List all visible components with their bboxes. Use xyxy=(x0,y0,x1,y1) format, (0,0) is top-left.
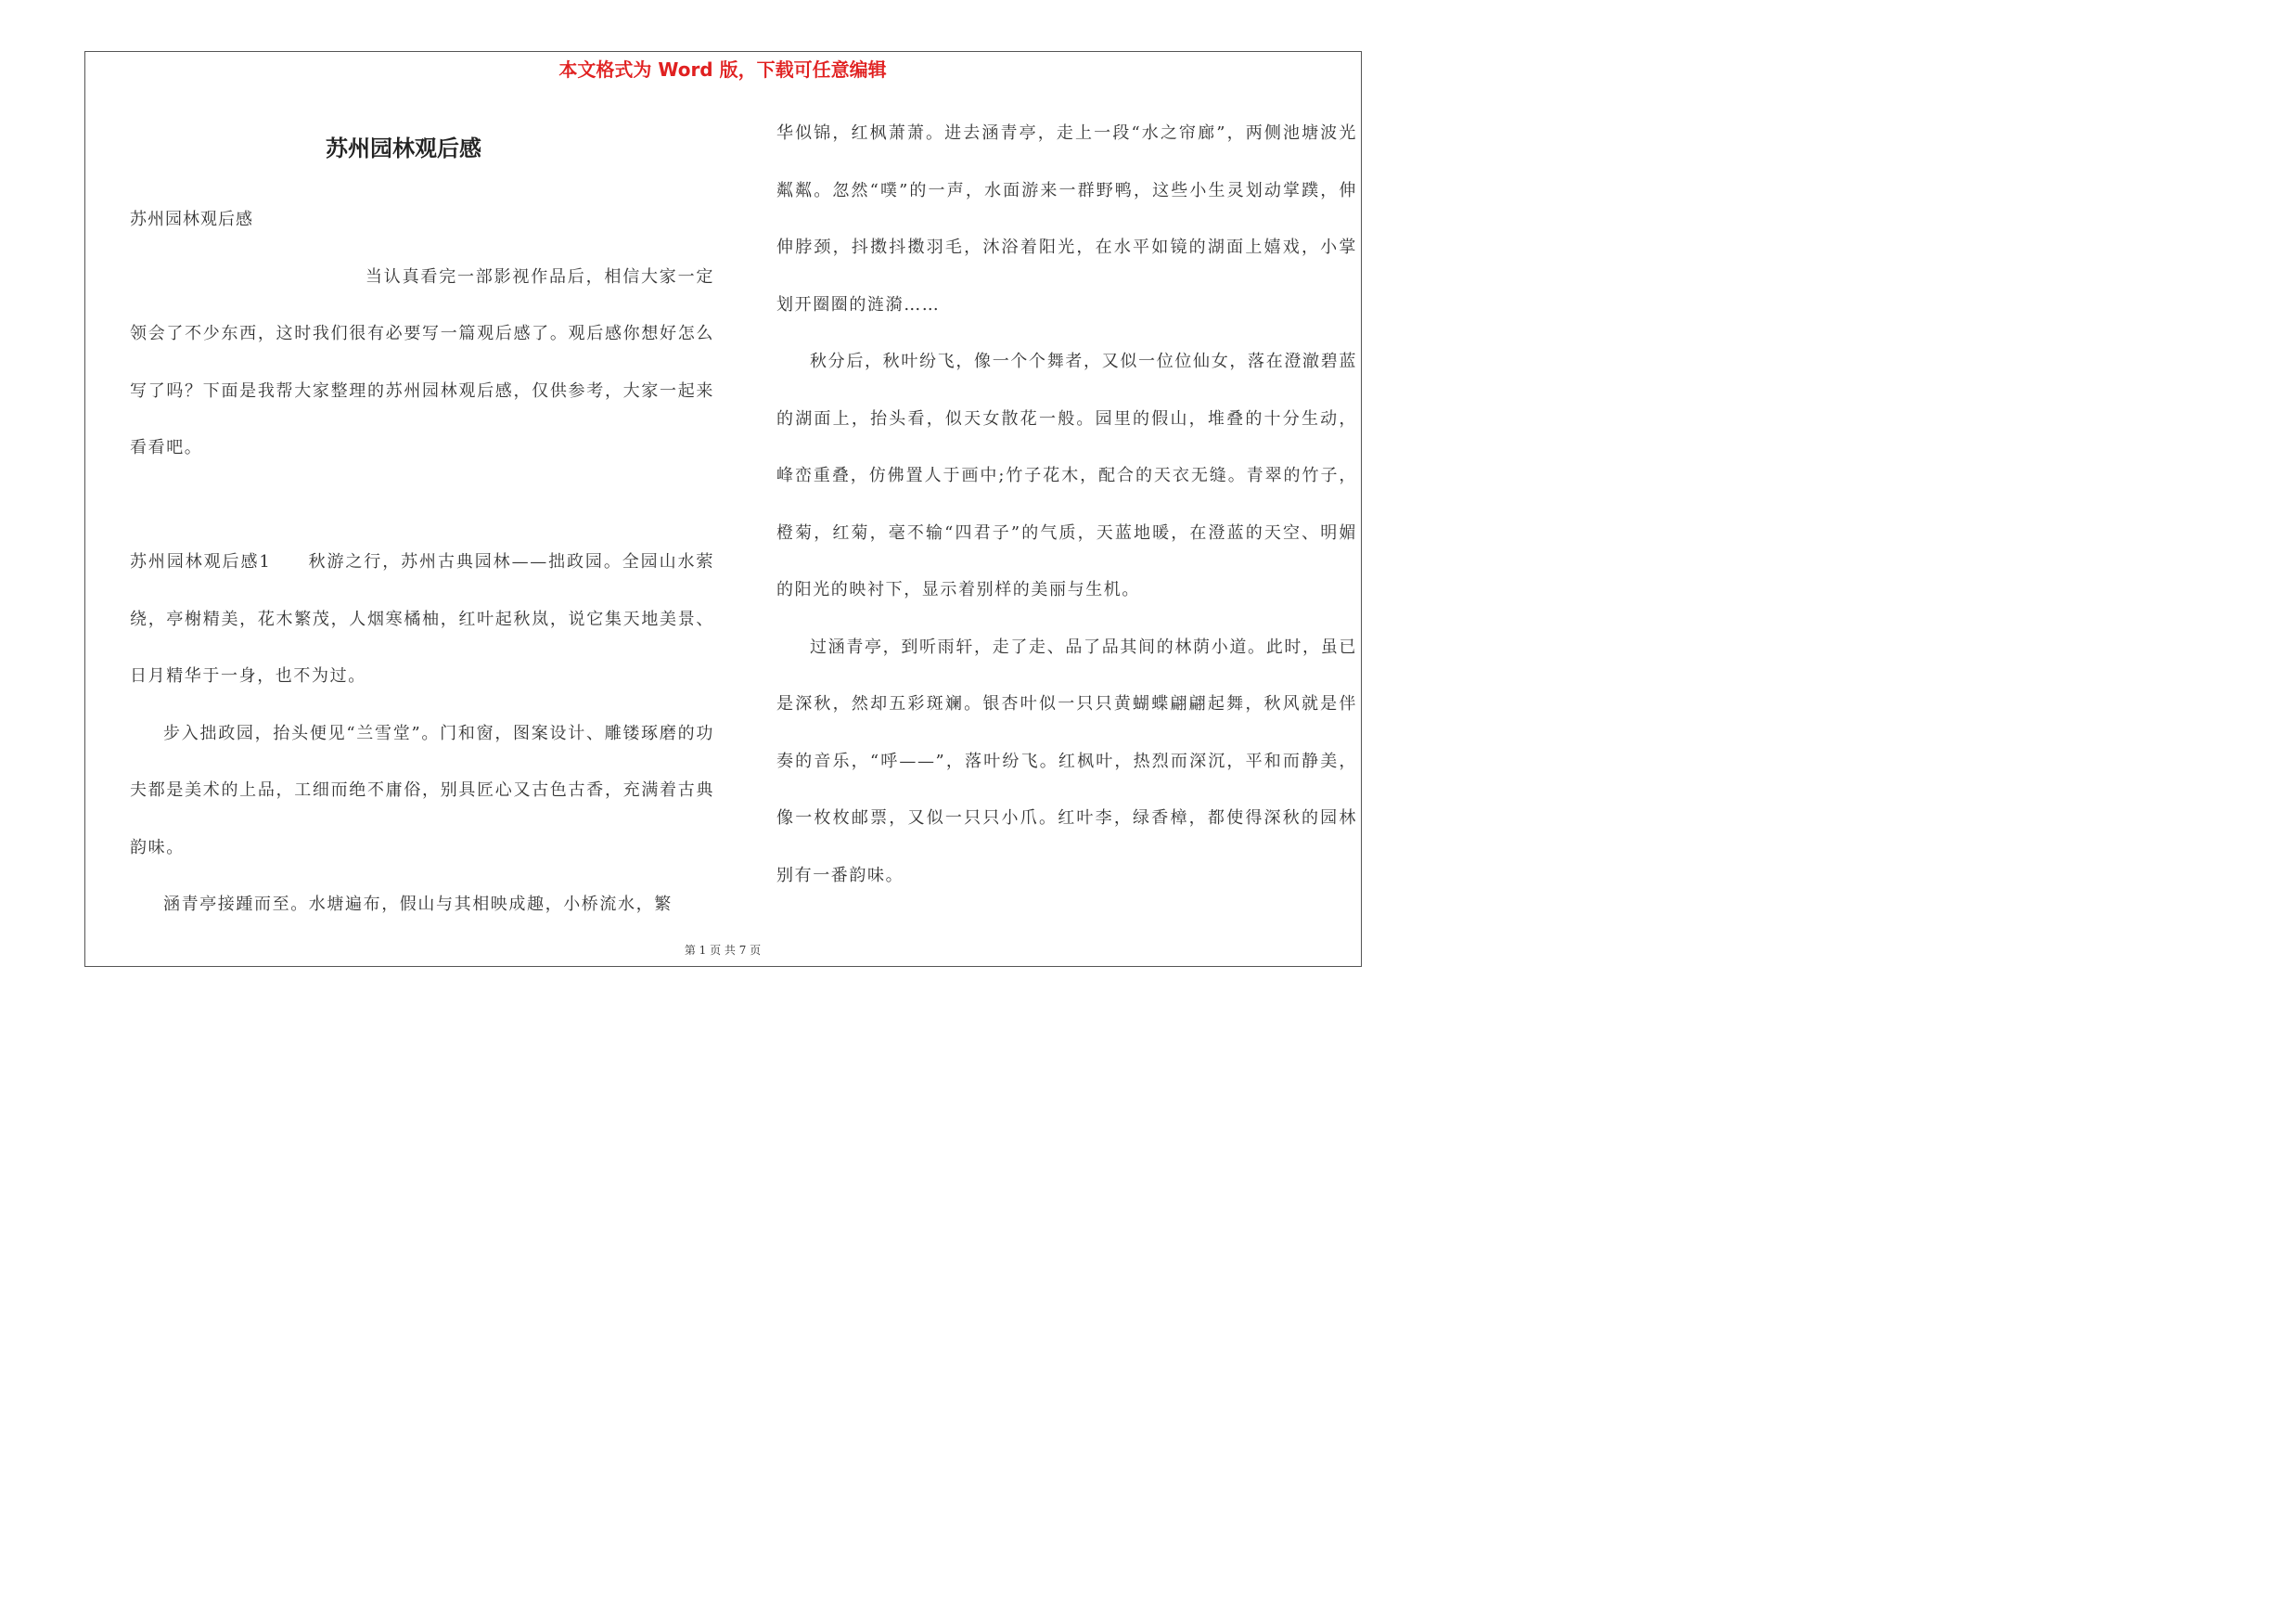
essay-1-paragraph-4: 秋分后，秋叶纷飞，像一个个舞者，又似一位位仙女，落在澄澈碧蓝的湖面上，抬头看，似天女散花一般。园里的假山，堆叠的十分生动，峰峦重叠，仿佛置人于画中;竹子花木，配合的天衣无缝。青翠的竹子，橙菊，红菊，毫不输“四君子”的气质，天蓝地暖，在澄蓝的天空、明媚的阳光的映衬下，显示着别样的美丽与生机。 xyxy=(776,352,1357,599)
essay-1-paragraph-3: 涵青亭接踵而至。水塘遍布，假山与其相映成趣，小桥流水，繁 xyxy=(163,895,673,914)
page-number: 第 1 页 共 7 页 xyxy=(684,944,762,957)
essay-1-paragraph-2: 步入拙政园，抬头便见“兰雪堂”。门和窗，图案设计、雕镂琢磨的功夫都是美术的上品，工细而绝不庸俗，别具匠心又古色古香，充满着古典韵味。 xyxy=(130,723,714,857)
subtitle-line: 苏州园林观后感 xyxy=(130,210,253,229)
right-text-column xyxy=(776,105,1357,904)
paragraph-spacer xyxy=(130,477,714,535)
document-title: 苏州园林观后感 xyxy=(326,135,481,161)
essay-1-paragraph-5: 过涵青亭，到听雨轩，走了走、品了品其间的林荫小道。此时，虽已是深秋，然却五彩斑斓。银杏叶似一只只黄蝴蝶翩翩起舞，秋风就是伴奏的音乐，“呼——”，落叶纷飞。红枫叶，热烈而深沉，平和而静美，像一枚枚邮票，又似一只只小爪。红叶李，绿香樟，都使得深秋的园林别有一番韵味。 xyxy=(776,637,1357,885)
word-format-banner: 本文格式为 Word 版，下载可任意编辑 xyxy=(558,58,887,81)
essay-1-paragraph-1: 苏州园林观后感1 秋游之行，苏州古典园林——拙政园。全园山水萦绕，亭榭精美，花木繁茂，人烟寒橘柚，红叶起秋岚，说它集天地美景、日月精华于一身，也不为过。 xyxy=(130,552,714,686)
essay-1-paragraph-3-continued: 华似锦，红枫萧萧。进去涵青亭，走上一段“水之帘廊”，两侧池塘波光粼粼。忽然“噗”的一声，水面游来一群野鸭，这些小生灵划动掌蹼，伸伸脖颈，抖擞抖擞羽毛，沐浴着阳光，在水平如镜的湖面上嬉戏，小掌划开圈圈的涟漪…… xyxy=(776,123,1357,315)
left-text-column xyxy=(130,191,714,934)
intro-paragraph: 当认真看完一部影视作品后，相信大家一定领会了不少东西，这时我们很有必要写一篇观后感了。观后感你想好怎么写了吗？下面是我帮大家整理的苏州园林观后感，仅供参考，大家一起来看看吧。 xyxy=(130,266,714,457)
